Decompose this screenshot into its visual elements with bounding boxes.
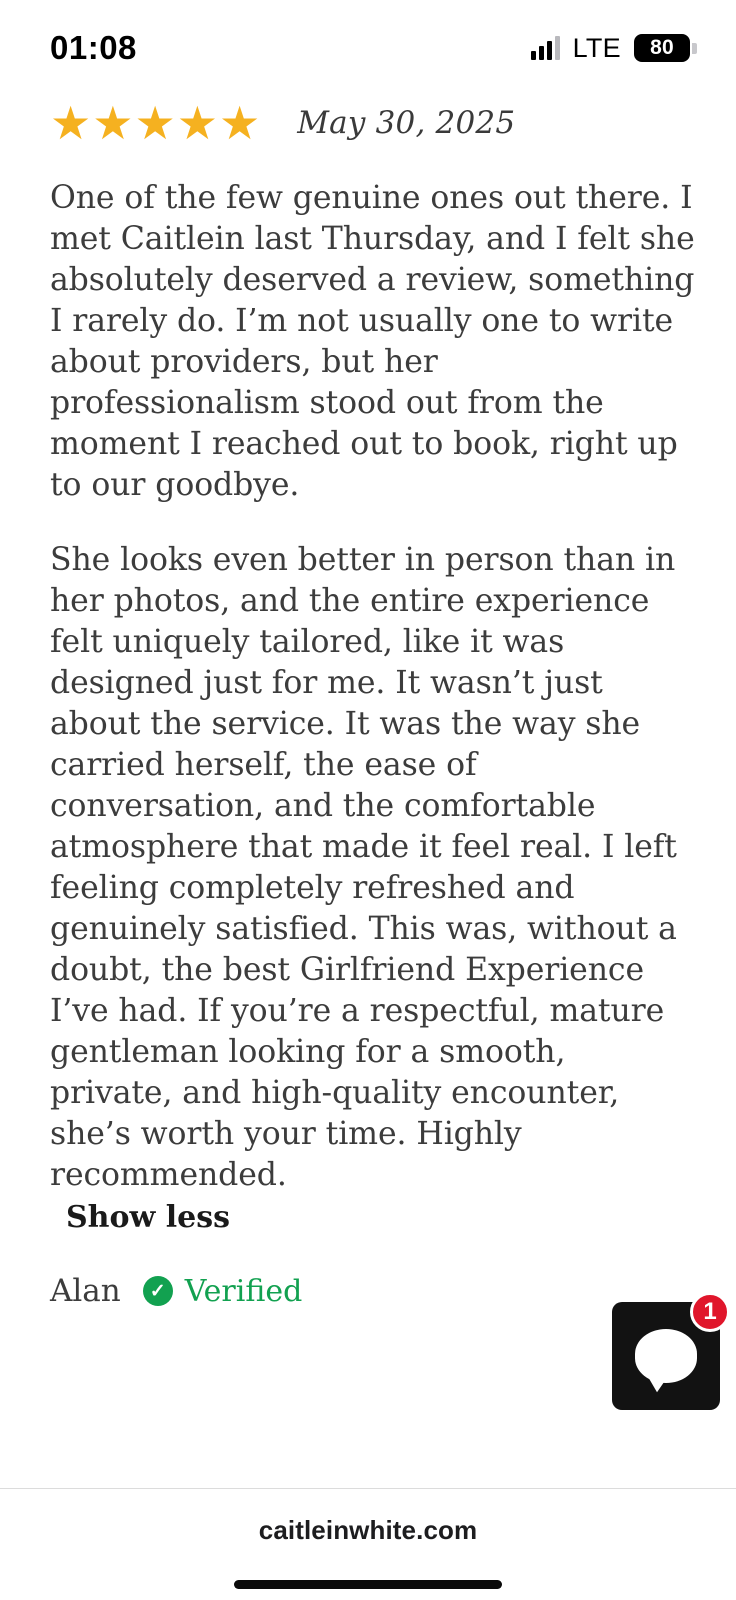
chat-widget-button[interactable] bbox=[612, 1298, 720, 1410]
review-text bbox=[50, 178, 696, 1196]
reviewer-name: Alan bbox=[50, 1273, 121, 1309]
network-type-label: LTE bbox=[572, 32, 621, 63]
address-bar-url[interactable]: caitleinwhite.com bbox=[258, 1515, 478, 1545]
star-rating-icon: ★★★★★ bbox=[50, 97, 262, 149]
status-badge bbox=[143, 1274, 303, 1309]
show-less-toggle[interactable]: Show less bbox=[66, 1200, 231, 1235]
reviewer-row bbox=[50, 1273, 696, 1309]
battery-icon bbox=[634, 34, 690, 62]
chat-bubble-icon bbox=[635, 1329, 697, 1383]
browser-bottom-bar bbox=[0, 1488, 736, 1600]
chat-unread-badge: 1 bbox=[690, 1292, 730, 1332]
review-paragraph: She looks even better in person than in her photos, and the entire experience felt uniquely tailored, like it was designed just for me. It wasn’t just about the service. It was the way she carried herself, the ease of conversation, and the comfortable atmosphere that made it feel real. I left feeling completely refreshed and genuinely satisfied. This was, without a doubt, the best Girlfriend Experience I’ve had. If you’re a respectful, mature gentleman looking for a smooth, private, and high-quality encounter, she’s worth your time. Highly recommended. bbox=[50, 542, 677, 1193]
review-paragraph: One of the few genuine ones out there. I met Caitlein last Thursday, and I felt she absolutely deserved a review, something I rarely do. I’m not usually one to write about providers, but her professionalism stood out from the moment I reached out to book, right up to our goodbye. bbox=[50, 180, 695, 503]
cellular-signal-icon bbox=[531, 36, 560, 60]
review-date: May 30, 2025 bbox=[297, 105, 516, 141]
verified-check-icon: ✓ bbox=[143, 1276, 173, 1306]
battery-level-label: 80 bbox=[650, 36, 674, 59]
verified-label: Verified bbox=[184, 1273, 303, 1309]
battery-cap bbox=[692, 43, 697, 54]
review-content bbox=[0, 96, 736, 1488]
status-bar bbox=[0, 0, 736, 96]
status-indicators bbox=[531, 33, 690, 64]
review-header bbox=[50, 96, 696, 149]
status-time: 01:08 bbox=[50, 29, 137, 66]
home-indicator[interactable] bbox=[234, 1580, 502, 1589]
